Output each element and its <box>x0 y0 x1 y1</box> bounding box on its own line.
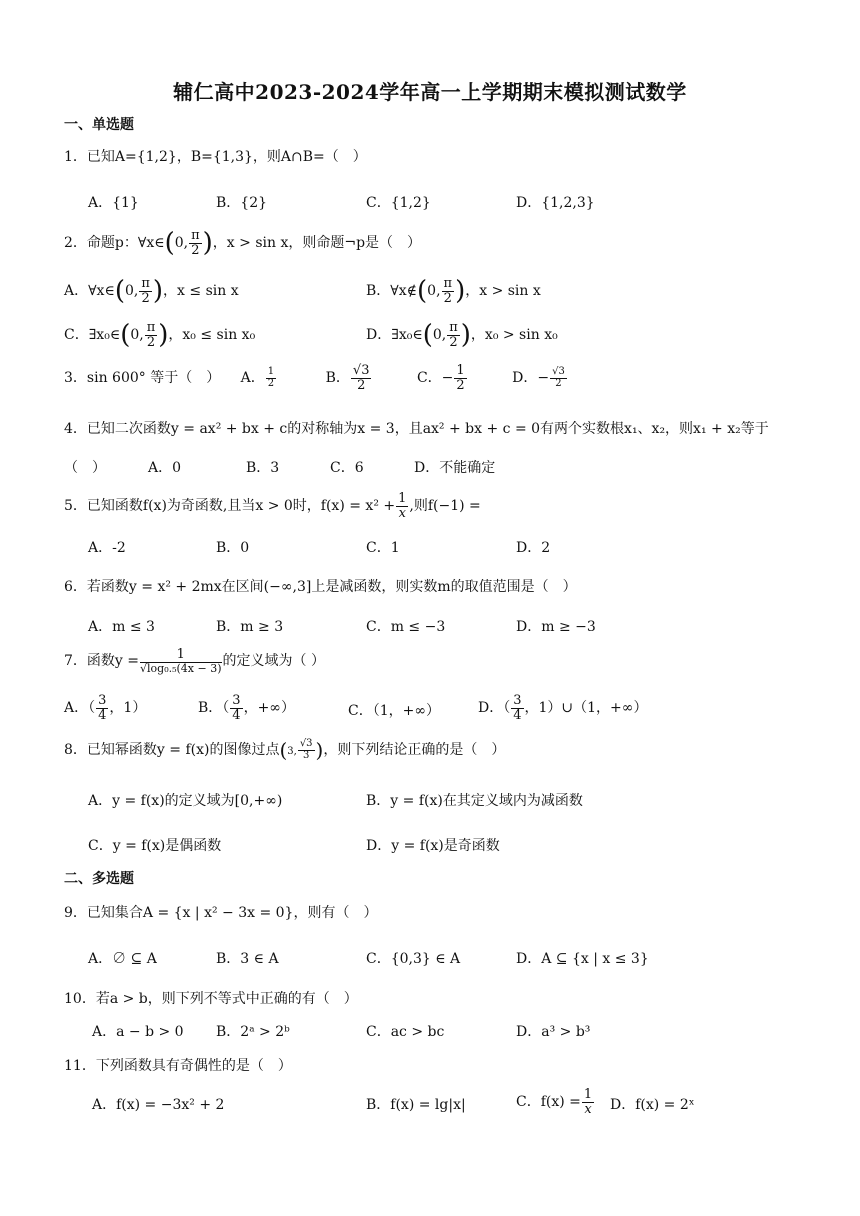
q2-option-b: B．∀x∉(0, $\frac{\pi}{2}$ )，x > sin x <box>366 275 541 306</box>
q9-option-b: B．3 ∈ A <box>216 951 279 967</box>
q2-stem-pre: 2．命题p：∀x∈ <box>64 235 165 251</box>
q7-option-b: B．（ $\frac{3}{4}$ ，+∞） <box>198 693 295 723</box>
q11-option-b: B．f(x) = lg|x| <box>366 1097 466 1113</box>
page-title: 辅仁高中2023-2024学年高一上学期期末模拟测试数学 <box>173 80 687 104</box>
q9-option-d: D．A ⊆ {x | x ≤ 3} <box>516 951 649 967</box>
q4-option-c: C．6 <box>330 460 364 476</box>
q10-option-a: A．a − b > 0 <box>92 1024 184 1040</box>
q5-option-a: A．-2 <box>88 540 126 556</box>
question-6: 6．若函数y = x² + 2mx在区间(−∞,3]上是减函数，则实数m的取值范围是（ ） <box>64 579 577 595</box>
q11-option-c: C．f(x) = $\frac{1}{x}$ <box>516 1087 593 1117</box>
question-1: 1．已知A={1,2}，B={1,3}，则A∩B=（ ） <box>64 149 367 165</box>
q10-option-b: B．2ᵃ > 2ᵇ <box>216 1024 290 1040</box>
q5-option-d: D．2 <box>516 540 551 556</box>
q10-option-d: D．a³ > b³ <box>516 1024 591 1040</box>
question-7: 7．函数y = $\frac{1}{\text{√log₀.₅(4x − 3)}}$ 的定义域为（ ） <box>64 647 325 675</box>
q11-option-a: A．f(x) = −3x² + 2 <box>92 1097 225 1113</box>
q6-option-d: D．m ≥ −3 <box>516 619 596 635</box>
q4-paren: （ ） <box>64 460 106 476</box>
q9-option-c: C．{0,3} ∈ A <box>366 951 461 967</box>
question-11: 11．下列函数具有奇偶性的是（ ） <box>64 1058 292 1074</box>
q3-option-c: C．− $\frac{1}{2}$ <box>416 363 465 393</box>
question-5: 5．已知函数f(x)为奇函数,且当x > 0时，f(x) = x² + $\frac{1}{x}$ ,则f(−1) = <box>64 491 481 521</box>
q4-option-a: A．0 <box>148 460 182 476</box>
q2-option-d: D．∃x₀∈(0, $\frac{\pi}{2}$ )，x₀ > sin x₀ <box>366 319 558 350</box>
section-single-choice: 一、单选题 <box>64 117 134 133</box>
q7-option-c: C．（1，+∞） <box>348 703 441 719</box>
q5-option-c: C．1 <box>366 540 400 556</box>
q3-option-a: A． $\frac{1}{2}$ <box>240 366 275 389</box>
q11-option-d: D．f(x) = 2ˣ <box>610 1097 695 1113</box>
q8-option-a: A．y = f(x)的定义域为[0,+∞) <box>88 793 283 809</box>
question-3 <box>64 364 568 392</box>
q6-option-a: A．m ≤ 3 <box>88 619 155 635</box>
q3-option-d: D．− $\frac{√3}{2}$ <box>512 366 565 389</box>
question-2: 2．命题p：∀x∈(0, $\frac{\pi}{2}$ )，x > sin x，则命题¬p是（ ） <box>64 227 422 258</box>
q7-option-d: D．（ $\frac{3}{4}$ ，1）∪（1，+∞） <box>478 693 648 723</box>
q2-option-c: C．∃x₀∈(0, $\frac{\pi}{2}$ )，x₀ ≤ sin x₀ <box>64 319 256 350</box>
q2-stem-post: ，x > sin x，则命题¬p是（ ） <box>212 235 422 251</box>
pi-over-2-fraction: $\frac{\pi}{2}$ <box>191 227 200 258</box>
q5-option-b: B．0 <box>216 540 250 556</box>
q4-option-b: B．3 <box>246 460 280 476</box>
question-10: 10．若a > b，则下列不等式中正确的有（ ） <box>64 991 358 1007</box>
q3-option-b: B． $\frac{√3}{2}$ <box>325 363 370 393</box>
q4-option-d: D．不能确定 <box>414 460 496 476</box>
q1-option-c: C．{1,2} <box>366 195 431 211</box>
q3-stem: 3．sin 600° 等于（ ） <box>64 370 221 387</box>
q8-option-c: C．y = f(x)是偶函数 <box>88 838 222 854</box>
question-9: 9．已知集合A = {x | x² − 3x = 0}，则有（ ） <box>64 905 378 921</box>
question-8: 8．已知幂函数y = f(x)的图像过点(3, $\frac{√3}{3}$ )，则下列结论正确的是（ ） <box>64 738 506 762</box>
q2-option-a: A．∀x∈(0, $\frac{\pi}{2}$ )，x ≤ sin x <box>64 275 239 306</box>
question-4: 4．已知二次函数y = ax² + bx + c的对称轴为x = 3，且ax² + bx + c = 0有两个实数根x₁、x₂，则x₁ + x₂等于 <box>64 421 769 437</box>
q1-option-d: D．{1,2,3} <box>516 195 595 211</box>
q9-option-a: A．∅ ⊆ A <box>88 951 157 967</box>
q8-option-d: D．y = f(x)是奇函数 <box>366 838 500 854</box>
q2-interval: 0, <box>174 235 189 251</box>
q10-option-c: C．ac > bc <box>366 1024 445 1040</box>
q6-option-b: B．m ≥ 3 <box>216 619 284 635</box>
q7-option-a: A．（ $\frac{3}{4}$ ，1） <box>64 693 147 723</box>
q1-option-b: B．{2} <box>216 195 268 211</box>
q1-option-a: A．{1} <box>88 195 139 211</box>
section-multiple-choice: 二、多选题 <box>64 871 134 887</box>
q6-option-c: C．m ≤ −3 <box>366 619 446 635</box>
q8-option-b: B．y = f(x)在其定义域内为减函数 <box>366 793 583 809</box>
